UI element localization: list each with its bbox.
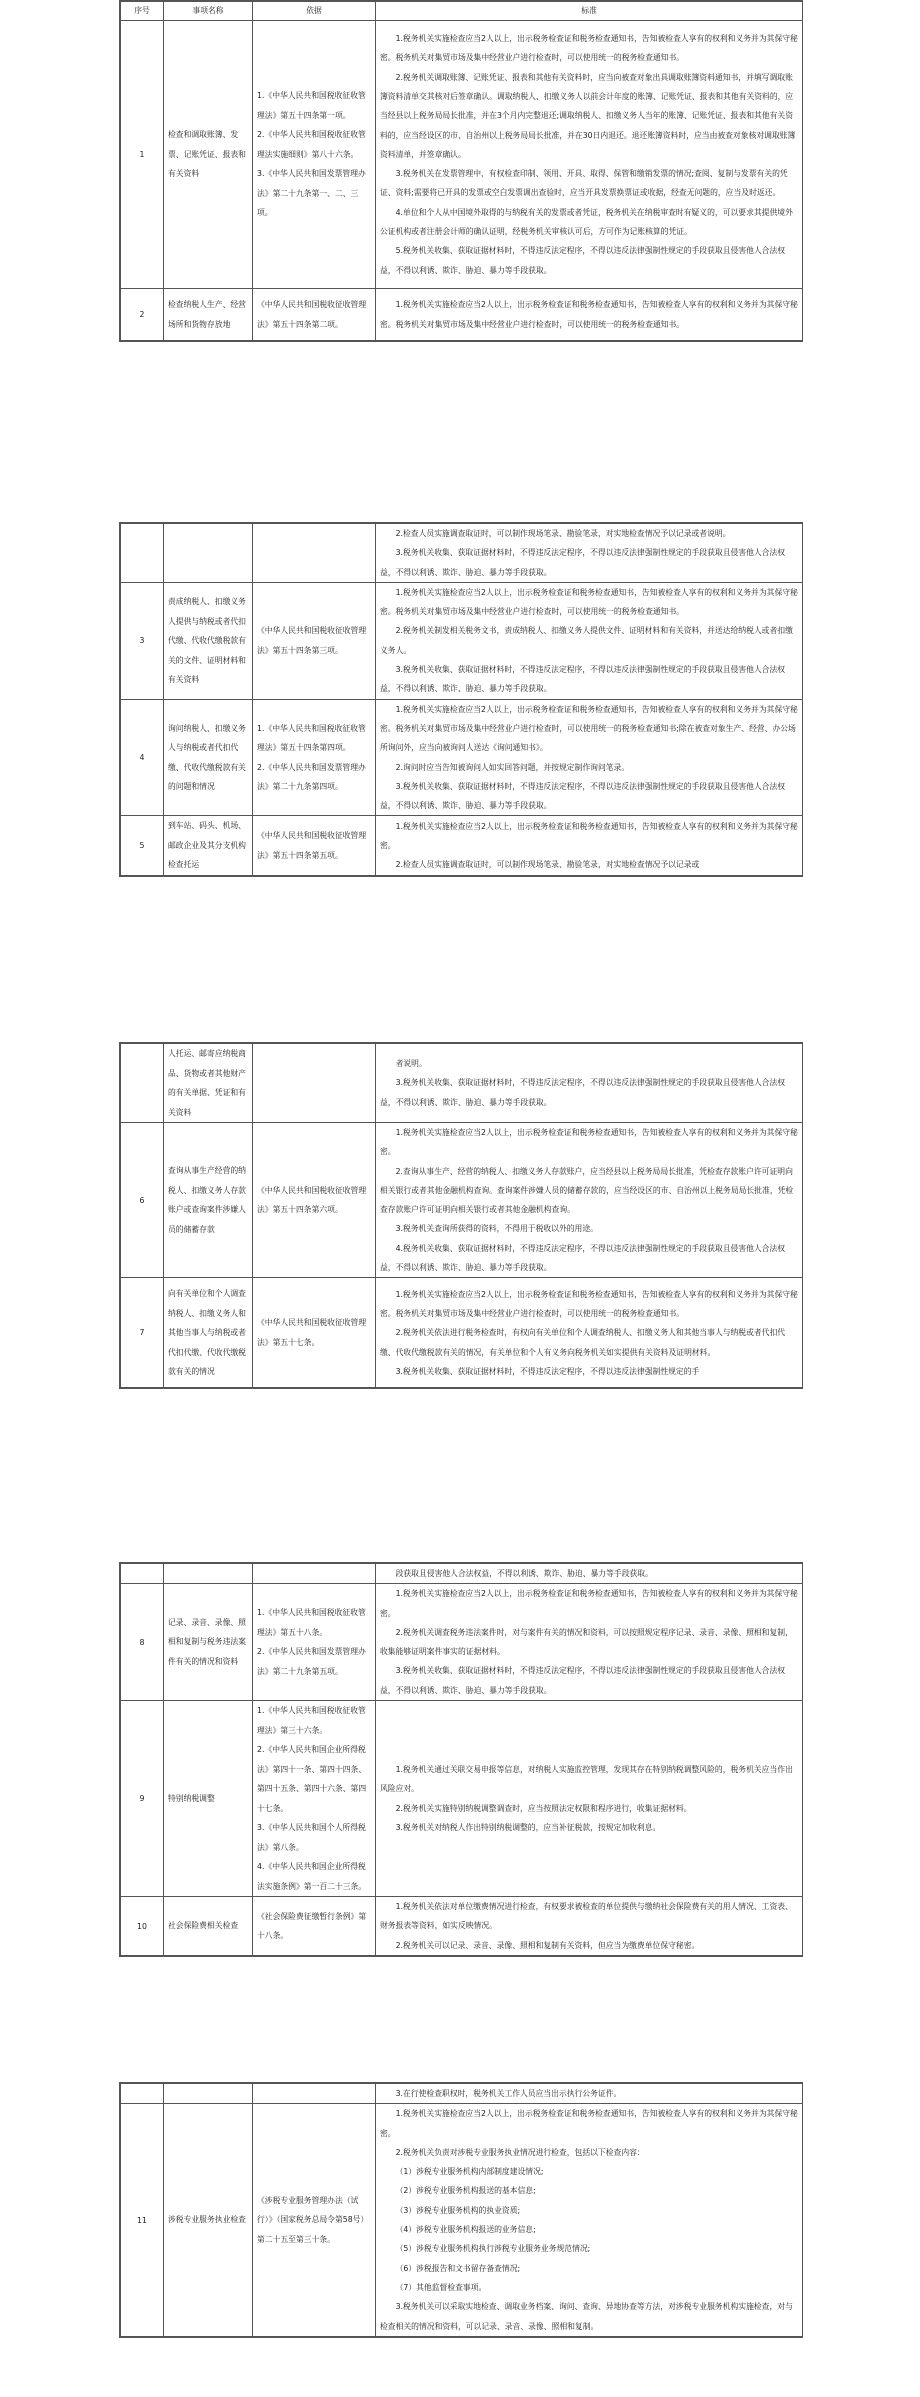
table-row [121,699,803,816]
row-number: 4 [121,699,164,816]
inspection-table [120,1,803,341]
standard-paragraph: 2.查询从事生产、经营的纳税人、扣缴义务人存款账户，应当经县以上税务局局长批准，凭检查存款账户许可证明向相关银行或者其他金融机构查询。查询案件涉嫌人员的储蓄存款的，应当经设区的市、自治州以上税务局局长批准，凭检查存款账户许可证明向相关银行或者其他金融机构查询。 [380,1166,794,1215]
row-number: 8 [121,1584,164,1701]
row-number: 2 [121,289,164,341]
item-name: 记录、录音、录像、照相和复制与税务违法案件有关的情况和资料 [164,1584,253,1701]
row-number [121,2084,164,2104]
basis-line: 2.《中华人民共和国发票管理办法》第二十九条第五项。 [257,1647,366,1676]
legal-basis [253,699,376,816]
basis-line: 1.《中华人民共和国税收征收管理法》第三十六条。 [257,1706,366,1735]
basis-line: 3.《中华人民共和国发票管理办法》第二十九条第一、二、三项。 [257,169,366,218]
table-header-row [121,2,803,21]
standard-paragraph: 1.税务机关实施检查应当2人以上，出示税务检查证和税务检查通知书，告知被检查人享有的权利和义务并为其保守秘密。税务机关对集贸市场及集中经营业户进行检查时，可以使用统一的税务检查通知书;除在被查对象生产、经营、办公场所询问外，应当向被询问人送达《询问通知书》。 [380,704,798,753]
row-number [121,524,164,583]
standard-paragraph: 者说明。 [395,1059,427,1069]
legal-basis [253,1897,376,1956]
legal-basis [253,21,376,289]
standard-paragraph: 1.税务机关实施检查应当2人以上，出示税务检查证和税务检查通知书，告知被检查人享有的权利和义务并为其保守秘密。 [380,1128,798,1157]
standard-paragraph: （2）涉税专业服务机构报送的基本信息; [395,2186,536,2196]
legal-basis [253,582,376,699]
standard-paragraph: 3.税务机关收集、获取证据材料时，不得违反法定程序，不得以违反法律强制性规定的手 [395,1366,700,1376]
legal-basis [253,1701,376,1897]
standard-paragraph: 3.税务机关可以采取实地检查、调取业务档案、询问、查询、异地协查等方法，对涉税专业服务机构实施检查，对与检查相关的情况和资料，可以记录、录音、录像、照相和复制。 [380,2302,793,2331]
standard-paragraph: 1.税务机关实施检查应当2人以上，出示税务检查证和税务检查通知书，告知被检查人享有的权利和义务并为其保守秘密。 [380,2109,798,2138]
table-row [121,1278,803,1388]
standard-paragraph: 1.税务机关实施检查应当2人以上，出示税务检查证和税务检查通知书，告知被检查人享有的权利和义务并为其保守秘密。税务机关对集贸市场及集中经营业户进行检查时，可以使用统一的税务检查通知书。 [380,300,798,329]
item-name: 社会保险费相关检查 [164,1897,253,1956]
table-row [121,1044,803,1123]
standard-text [376,1044,803,1123]
standard-paragraph: 3.在行使检查职权时，税务机关工作人员应当出示执行公务证件。 [395,2089,622,2098]
standard-paragraph: 3.税务机关收集、获取证据材料时，不得违反法定程序，不得以违反法律强制性规定的手段获取且侵害他人合法权益，不得以利诱、欺诈、胁迫、暴力等手段获取。 [380,1078,786,1107]
standard-text [376,582,803,699]
basis-line: 《中华人民共和国税收征收管理法》第五十四条第六项。 [257,1185,367,1215]
standard-paragraph: 1.税务机关实施检查应当2人以上，出示税务检查证和税务检查通知书，告知被检查人享有的权利和义务并为其保守秘密。税务机关对集贸市场及集中经营业户进行检查时，可以使用统一的税务检查通知书。 [380,1289,798,1318]
header-standard: 标准 [376,2,803,21]
standard-paragraph: 1.税务机关实施检查应当2人以上，出示税务检查证和税务检查通知书，告知被检查人享有的权利和义务并为其保守秘密。 [380,821,798,851]
inspection-table [120,1563,803,1956]
legal-basis [253,2104,376,2337]
basis-line: 4.《中华人民共和国企业所得税法实施条例》第一百二十三条。 [257,1862,367,1891]
standard-paragraph: 3.税务机关收集、获取证据材料时，不得违反法定程序，不得以违反法律强制性规定的手段获取且侵害他人合法权益，不得以利诱、欺诈、胁迫、暴力等手段获取。 [380,548,786,577]
header-no: 序号 [121,2,164,21]
standard-paragraph: 2.税务机关可以记录、录音、录像、照相和复制有关资料，但应当为缴费单位保守秘密。 [395,1940,700,1950]
standard-paragraph: 1.税务机关实施检查应当2人以上，出示税务检查证和税务检查通知书，告知被检查人享有的权利和义务并为其保守秘密。税务机关对集贸市场及集中经营业户进行检查时，可以使用统一的税务检查通知书。 [380,587,798,617]
table-row [121,2104,803,2337]
standard-paragraph: （6）涉税报告和文书留存备查情况; [395,2263,521,2273]
basis-line: 2.《中华人民共和国企业所得税法》第四十一条、第四十四条、第四十五条、第四十六条、第四十七条。 [257,1745,367,1813]
table-row [121,582,803,699]
document-page-4 [119,1562,803,1957]
standard-text [376,1701,803,1897]
row-number: 5 [121,816,164,876]
row-number: 3 [121,582,164,699]
standard-text [376,1278,803,1388]
table-row [121,1701,803,1897]
document-page-2 [119,522,803,877]
item-name [164,2084,253,2104]
item-name: 人托运、邮寄应纳税商品、货物或者其他财产的有关单据、凭证和有关资料 [164,1044,253,1123]
standard-text [376,2104,803,2337]
basis-line: 2.《中华人民共和国发票管理办法》第二十九条第四项。 [257,762,366,792]
standard-paragraph: （7）其他监督检查事项。 [395,2282,487,2292]
basis-line: 《中华人民共和国税收征收管理法》第五十四条第二项。 [257,300,367,329]
inspection-table [120,2083,803,2337]
standard-paragraph: 3.税务机关收集、获取证据材料时，不得违反法定程序，不得以违反法律强制性规定的手段获取且侵害他人合法权益，不得以利诱、欺诈、胁迫、暴力等手段获取。 [380,1666,786,1695]
legal-basis [253,1278,376,1388]
document-page-1 [119,0,803,342]
table-row [121,1897,803,1956]
standard-paragraph: 2.税务机关制发相关税务文书，责成纳税人、扣缴义务人提供文件、证明材料和有关资料，并送达给纳税人或者扣缴义务人。 [380,626,793,655]
item-name: 检查和调取账簿、发票、记账凭证、报表和有关资料 [164,21,253,289]
standard-paragraph: 2.检查人员实施调查取证时，可以制作现场笔录、勘验笔录，对实地检查情况予以记录或 [395,860,700,870]
basis-line: 3.《中华人民共和国个人所得税法》第八条。 [257,1823,366,1852]
basis-line: 2.《中华人民共和国税收征收管理法实施细则》第八十六条。 [257,130,366,159]
standard-paragraph: 2.税务机关调查税务违法案件时，对与案件有关的情况和资料，可以按照规定程序记录、录音、录像、照相和复制，收集能够证明案件事实的证据材料。 [380,1627,793,1657]
table-row [121,21,803,289]
standard-paragraph: 2.税务机关依法进行税务检查时，有权向有关单位和个人调查纳税人、扣缴义务人和其他当事人与纳税或者代扣代缴、代收代缴税款有关的情况，有关单位和个人有义务向税务机关如实提供有关资料及证明材料。 [380,1328,786,1357]
legal-basis [253,524,376,583]
legal-basis [253,1564,376,1584]
standard-paragraph: 3.税务机关在发票管理中，有权检查印制、领用、开具、取得、保管和缴销发票的情况;查阅、复制与发票有关的凭证、资料;需要将已开具的发票或空白发票调出查验时，应当开具发票换票证或收据，经查无问题的，应当及时返还。 [380,169,788,198]
inspection-table [120,1043,803,1388]
legal-basis [253,2084,376,2104]
basis-line: 1.《中华人民共和国税收征收管理法》第五十四条第一项。 [257,91,366,120]
row-number: 7 [121,1278,164,1388]
row-number: 6 [121,1123,164,1278]
basis-line: 《中华人民共和国税收征收管理法》第五十四条第五项。 [257,831,367,860]
legal-basis [253,816,376,876]
item-name: 到车站、码头、机场、邮政企业及其分支机构检查托运 [164,816,253,876]
legal-basis [253,289,376,341]
item-name [164,524,253,583]
standard-paragraph: 2.税务机关调取账簿、记账凭证、报表和其他有关资料时，应当向被查对象出具调取账簿资料通知书，并填写调取账簿资料清单交其核对后签章确认。调取纳税人、扣缴义务人以前会计年度的账簿、记账凭证、报表和其他有关资料的，应当经县以上税务局局长批准，并在3个月内完整退还;调取纳税人、扣缴义务人当年的账簿、记账凭证、报表和其他有关资料的，应当经设区的市、自治州以上税务局局长批准，并在30日内退还。退还账簿资料时，应当由被查对象核对调取账簿资料清单，并签章确认。 [380,72,796,159]
row-number [121,1564,164,1584]
standard-text [376,2084,803,2104]
standard-paragraph: （3）涉税专业服务机构的执业资质; [395,2205,521,2215]
standard-paragraph: 1.税务机关依法对单位缴费情况进行检查，有权要求被检查的单位提供与缴纳社会保险费有关的用人情况、工资表、财务报表等资料，如实反映情况。 [380,1902,793,1931]
item-name: 责成纳税人、扣缴义务人提供与纳税或者代扣代缴、代收代缴税款有关的文件、证明材料和有关资料 [164,582,253,699]
standard-paragraph: 段获取且侵害他人合法权益，不得以利诱、欺诈、胁迫、暴力等手段获取。 [395,1569,653,1578]
standard-paragraph: 1.税务机关实施检查应当2人以上，出示税务检查证和税务检查通知书，告知被检查人享有的权利和义务并为其保守秘密。税务机关对集贸市场及集中经营业户进行检查时，可以使用统一的税务检查通知书。 [380,34,798,63]
row-number [121,1044,164,1123]
row-number: 9 [121,1701,164,1897]
inspection-table [120,523,803,876]
standard-paragraph: 3.税务机关收集、获取证据材料时，不得违反法定程序，不得以违反法律强制性规定的手段获取且侵害他人合法权益，不得以利诱、欺诈、胁迫、暴力等手段获取。 [380,781,786,811]
standard-paragraph: 4.单位和个人从中国境外取得的与纳税有关的发票或者凭证，税务机关在纳税审查时有疑义的，可以要求其提供境外公证机构或者注册会计师的确认证明，经税务机关审核认可后，方可作为记账核算的凭证。 [380,207,793,237]
table-row [121,2084,803,2104]
item-name: 查询从事生产经营的纳税人、扣缴义务人存款账户或查询案件涉嫌人员的储蓄存款 [164,1123,253,1278]
standard-text [376,1584,803,1701]
basis-line: 1.《中华人民共和国税收征收管理法》第五十八条。 [257,1608,366,1637]
table-row [121,1564,803,1584]
standard-paragraph: 4.税务机关收集、获取证据材料时，不得违反法定程序，不得以违反法律强制性规定的手段获取且侵害他人合法权益，不得以利诱、欺诈、胁迫、暴力等手段获取。 [380,1243,786,1273]
standard-text [376,1123,803,1278]
table-row [121,1584,803,1701]
item-name [164,1564,253,1584]
standard-paragraph: 2.询问时应当告知被询问人如实回答问题，并按规定制作询问笔录。 [395,762,630,772]
row-number: 10 [121,1897,164,1956]
standard-paragraph: 3.税务机关收集、获取证据材料时，不得违反法定程序，不得以违反法律强制性规定的手段获取且侵害他人合法权益，不得以利诱、欺诈、胁迫、暴力等手段获取。 [380,665,786,694]
standard-text [376,699,803,816]
standard-paragraph: （4）涉税专业服务机构报送的业务信息; [395,2225,536,2235]
legal-basis [253,1584,376,1701]
row-number: 1 [121,21,164,289]
table-row [121,816,803,876]
basis-line: 《中华人民共和国税收征收管理法》第五十四条第三项。 [257,626,367,655]
standard-paragraph: 2.税务机关实施特别纳税调整调查时，应当按照法定权限和程序进行，收集证据材料。 [395,1803,692,1813]
standard-paragraph: 1.税务机关实施检查应当2人以上，出示税务检查证和税务检查通知书，告知被检查人享有的权利和义务并为其保守秘密。 [380,1589,798,1618]
basis-line: 《社会保险费征缴暂行条例》第十八条。 [257,1911,367,1941]
standard-paragraph: 5.税务机关收集、获取证据材料时，不得违反法定程序，不得以违反法律强制性规定的手段获取且侵害他人合法权益，不得以利诱、欺诈、胁迫、暴力等手段获取。 [380,246,786,275]
standard-text [376,524,803,583]
item-name: 向有关单位和个人调查纳税人、扣缴义务人和其他当事人与纳税或者代扣代缴、代收代缴税款有关的情况 [164,1278,253,1388]
standard-text [376,1897,803,1956]
basis-line: 《涉税专业服务管理办法（试行）》（国家税务总局令第58号）第二十五至第三十条。 [257,2195,369,2244]
standard-text [376,289,803,341]
item-name: 询问纳税人、扣缴义务人与纳税或者代扣代缴、代收代缴税款有关的问题和情况 [164,699,253,816]
standard-text [376,816,803,876]
table-row [121,524,803,583]
item-name: 特别纳税调整 [164,1701,253,1897]
standard-paragraph: （5）涉税专业服务机构执行涉税专业服务业务规范情况; [395,2244,591,2254]
standard-text [376,1564,803,1584]
standard-text [376,21,803,289]
basis-line: 《中华人民共和国税收征收管理法》第五十七条。 [257,1318,367,1347]
item-name: 涉税专业服务执业检查 [164,2104,253,2337]
standard-paragraph: 2.检查人员实施调查取证时，可以制作现场笔录、勘验笔录，对实地检查情况予以记录或者说明。 [395,529,731,538]
standard-paragraph: 3.税务机关对纳税人作出特别纳税调整的，应当补征税款，按规定加收利息。 [395,1822,661,1832]
standard-paragraph: 1.税务机关通过关联交易申报等信息，对纳税人实施监控管理，发现其存在特别纳税调整风险的，税务机关应当作出风险应对。 [380,1764,793,1794]
header-item: 事项名称 [164,2,253,21]
standard-paragraph: （1）涉税专业服务机构内部制度建设情况; [395,2167,544,2177]
basis-line: 1.《中华人民共和国税收征收管理法》第五十四条第四项。 [257,723,366,753]
item-name: 检查纳税人生产、经营场所和货物存放地 [164,289,253,341]
document-page-5 [119,2082,803,2338]
table-row [121,1123,803,1278]
document-page-3 [119,1042,803,1389]
standard-paragraph: 3.税务机关查询所获得的资料，不得用于税收以外的用途。 [395,1224,598,1234]
table-row [121,289,803,341]
legal-basis [253,1044,376,1123]
row-number: 11 [121,2104,164,2337]
standard-paragraph: 2.税务机关负责对涉税专业服务执业情况进行检查，包括以下检查内容： [395,2147,645,2157]
header-basis: 依据 [253,2,376,21]
legal-basis [253,1123,376,1278]
